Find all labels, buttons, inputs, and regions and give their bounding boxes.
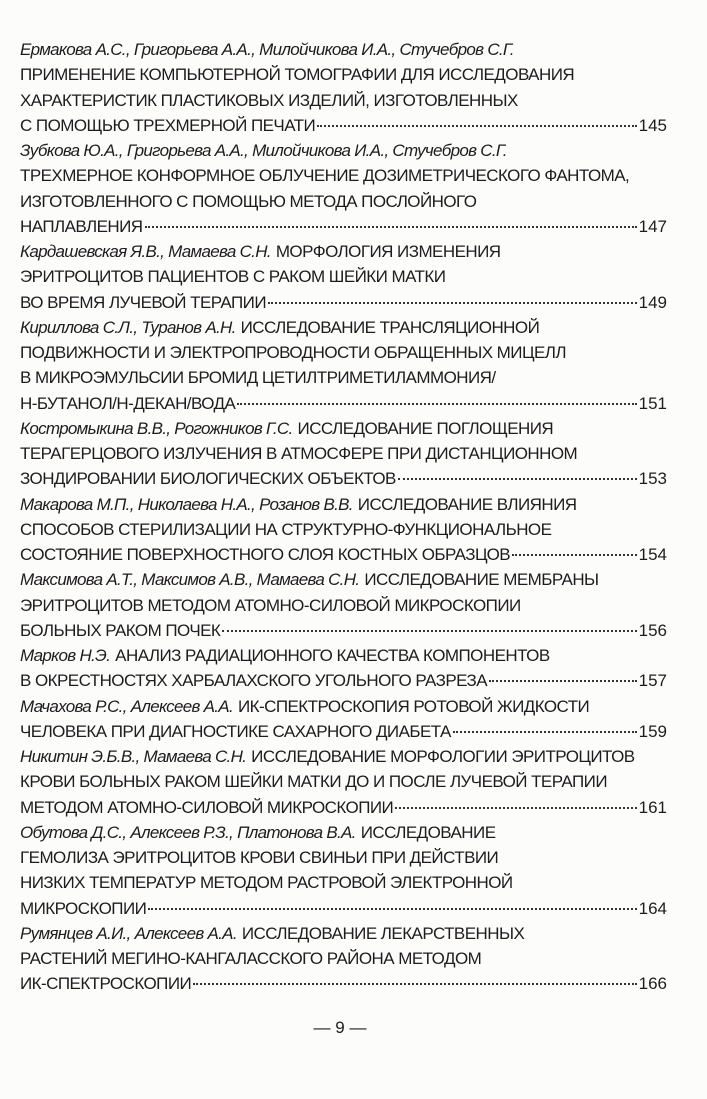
toc-line [20,189,667,214]
toc-line [20,744,667,769]
entry-page-number: 147 [638,216,667,236]
entry-title-line: ЭРИТРОЦИТОВ ПАЦИЕНТОВ С РАКОМ ШЕЙКИ МАТКИ [20,267,446,287]
entry-title-line: ТЕРАГЕРЦОВОГО ИЗЛУЧЕНИЯ В АТМОСФЕРЕ ПРИ ДИСТАНЦИОННОМ [20,444,578,463]
dot-leader [193,983,636,985]
toc-line [20,896,667,921]
entry-title-line: МЕТОДОМ АТОМНО-СИЛОВОЙ МИКРОСКОПИИ [20,797,394,817]
entry-page-number: 164 [638,898,667,918]
toc-entry[interactable] [20,37,667,138]
entry-title-line: ЭРИТРОЦИТОВ МЕТОДОМ АТОМНО-СИЛОВОЙ МИКРОСКОПИИ [20,595,521,615]
entry-page-number: 153 [638,469,667,489]
toc-line [20,946,667,971]
entry-title-line: ИССЛЕДОВАНИЕ ПОГЛОЩЕНИЯ [297,418,554,438]
toc-line [20,921,667,946]
entry-authors: Кардашевская Я.В., Мамаева С.Н. [20,242,271,261]
entry-page-number: 161 [638,797,667,817]
entry-page-number: 151 [638,393,667,413]
toc-line [20,416,667,441]
toc-line [20,88,667,113]
toc-entry[interactable] [20,138,667,239]
toc-line [20,365,667,390]
entry-title-line: ЧЕЛОВЕКА ПРИ ДИАГНОСТИКЕ САХАРНОГО ДИАБЕТА [20,721,451,741]
toc-line [20,845,667,870]
entry-title-line: В ОКРЕСТНОСТЯХ ХАРБАЛАХСКОГО УГОЛЬНОГО РАЗРЕЗА [20,671,488,691]
entry-authors: Ермакова А.С., Григорьева А.А., Милойчикова И.А., Стучебров С.Г. [20,40,514,59]
entry-title-line: ТРЕХМЕРНОЕ КОНФОРМНОЕ ОБЛУЧЕНИЕ ДОЗИМЕТРИЧЕСКОГО ФАНТОМА, [20,166,630,186]
toc-entry[interactable] [20,416,667,492]
dot-leader [512,554,637,556]
toc-entry[interactable] [20,643,667,694]
dot-leader [148,908,636,910]
toc-entry[interactable] [20,239,667,315]
toc-entry[interactable] [20,694,667,745]
dot-leader [398,478,637,480]
toc-line [20,315,667,340]
entry-title-line: СОСТОЯНИЕ ПОВЕРХНОСТНОГО СЛОЯ КОСТНЫХ ОБРАЗЦОВ [20,545,511,564]
dot-leader [453,731,637,733]
entry-authors: Мачахова Р.С., Алексеев А.А. [20,696,233,716]
page-number: — 9 — [313,1018,367,1037]
entry-title-line: НИЗКИХ ТЕМПЕРАТУР МЕТОДОМ РАСТРОВОЙ ЭЛЕКТРОННОЙ [20,873,513,893]
entry-title-line: СПОСОБОВ СТЕРИЛИЗАЦИИ НА СТРУКТУРНО-ФУНКЦИОНАЛЬНОЕ [20,519,552,539]
entry-page-number: 159 [638,721,667,741]
toc-line [20,820,667,845]
entry-title-line: ИССЛЕДОВАНИЕ ВЛИЯНИЯ [357,494,577,514]
toc-line [20,769,667,794]
entry-title-line: Н-БУТАНОЛ/Н-ДЕКАН/ВОДА [20,393,236,413]
toc-entry[interactable] [20,921,667,997]
toc-line [20,163,667,188]
entry-authors: Максимова А.Т., Максимов А.В., Мамаева С.Н. [20,570,360,590]
table-of-contents [20,37,667,997]
entry-authors: Румянцев А.И., Алексеев А.А. [20,923,237,943]
entry-authors: Марков Н.Э. [20,646,111,665]
dot-leader [268,302,637,304]
entry-page-number: 149 [638,292,667,312]
entry-title-line: ЗОНДИРОВАНИИ БИОЛОГИЧЕСКИХ ОБЪЕКТОВ [20,469,396,489]
entry-title-line: АНАЛИЗ РАДИАЦИОННОГО КАЧЕСТВА КОМПОНЕНТОВ [115,646,550,665]
entry-title-line: БОЛЬНЫХ РАКОМ ПОЧЕК [20,620,221,640]
entry-page-number: 145 [638,115,667,135]
dot-leader [395,807,636,809]
toc-entry[interactable] [20,744,667,820]
toc-line [20,870,667,895]
entry-authors: Макарова М.П., Николаева Н.А., Розанов В.В. [20,494,353,514]
toc-line [20,441,667,466]
toc-line [20,618,667,643]
toc-line [20,593,667,618]
entry-authors: Кириллова С.Л., Туранов А.Н. [20,317,236,337]
toc-entry[interactable] [20,567,667,643]
entry-title-line: МОРФОЛОГИЯ ИЗМЕНЕНИЯ [275,242,501,261]
entry-title-line: ИК-СПЕКТРОСКОПИИ [20,974,192,994]
toc-line [20,668,667,693]
dot-leader [317,125,636,127]
toc-line [20,239,667,264]
toc-line [20,264,667,289]
dot-leader [145,226,637,228]
toc-line [20,113,667,138]
toc-line [20,517,667,542]
entry-page-number: 154 [638,545,667,564]
entry-page-number: 157 [638,671,667,691]
entry-title-line: ИССЛЕДОВАНИЕ ЛЕКАРСТВЕННЫХ [241,923,525,943]
toc-line [20,391,667,416]
entry-title-line: ИК-СПЕКТРОСКОПИЯ РОТОВОЙ ЖИДКОСТИ [237,696,590,716]
toc-line [20,466,667,491]
entry-title-line: В МИКРОЭМУЛЬСИИ БРОМИД ЦЕТИЛТРИМЕТИЛАММОНИЯ/ [20,368,496,388]
entry-title-line: ПРИМЕНЕНИЕ КОМПЬЮТЕРНОЙ ТОМОГРАФИИ ДЛЯ ИССЛЕДОВАНИЯ [20,65,575,85]
entry-title-line: ИССЛЕДОВАНИЕ [360,822,496,842]
toc-entry[interactable] [20,820,667,921]
entry-page-number: 166 [638,974,667,994]
entry-page-number: 156 [638,620,667,640]
toc-entry[interactable] [20,492,667,568]
entry-title-line: КРОВИ БОЛЬНЫХ РАКОМ ШЕЙКИ МАТКИ ДО И ПОСЛЕ ЛУЧЕВОЙ ТЕРАПИИ [20,772,607,792]
entry-authors: Обутова Д.С., Алексеев Р.З., Платонова В.А. [20,822,356,842]
entry-title-line: ИССЛЕДОВАНИЕ МОРФОЛОГИИ ЭРИТРОЦИТОВ [251,747,635,766]
toc-line [20,643,667,668]
toc-line [20,214,667,239]
entry-authors: Никитин Э.Б.В., Мамаева С.Н. [20,747,247,766]
entry-title-line: РАСТЕНИЙ МЕГИНО-КАНГАЛАССКОГО РАЙОНА МЕТОДОМ [20,949,482,968]
toc-line [20,567,667,592]
dot-leader [237,403,636,405]
toc-line [20,340,667,365]
toc-line [20,971,667,996]
entry-title-line: ИЗГОТОВЛЕННОГО С ПОМОЩЬЮ МЕТОДА ПОСЛОЙНОГО [20,191,477,211]
toc-line [20,719,667,744]
entry-title-line: ИССЛЕДОВАНИЕ МЕМБРАНЫ [364,570,599,590]
entry-title-line: ГЕМОЛИЗА ЭРИТРОЦИТОВ КРОВИ СВИНЬИ ПРИ ДЕЙСТВИИ [20,848,499,867]
toc-line [20,37,667,62]
toc-line [20,694,667,719]
dot-leader [489,680,637,682]
toc-line [20,290,667,315]
entry-title-line: ВО ВРЕМЯ ЛУЧЕВОЙ ТЕРАПИИ [20,292,266,312]
dot-leader [222,630,636,632]
toc-line [20,542,667,567]
entry-title-line: МИКРОСКОПИИ [20,898,147,918]
entry-title-line: ИССЛЕДОВАНИЕ ТРАНСЛЯЦИОННОЙ [240,317,540,337]
entry-authors: Зубкова Ю.А., Григорьева А.А., Милойчикова И.А., Стучебров С.Г. [20,141,507,160]
entry-authors: Костромыкина В.В., Рогожников Г.С. [20,418,293,438]
toc-line [20,492,667,517]
toc-line [20,138,667,163]
toc-line [20,795,667,820]
toc-entry[interactable] [20,315,667,416]
entry-title-line: НАПЛАВЛЕНИЯ [20,216,143,236]
entry-title-line: ПОДВИЖНОСТИ И ЭЛЕКТРОПРОВОДНОСТИ ОБРАЩЕННЫХ МИЦЕЛЛ [20,343,566,362]
entry-title-line: С ПОМОЩЬЮ ТРЕХМЕРНОЙ ПЕЧАТИ [20,115,316,135]
toc-line [20,62,667,87]
entry-title-line: ХАРАКТЕРИСТИК ПЛАСТИКОВЫХ ИЗДЕЛИЙ, ИЗГОТОВЛЕННЫХ [20,90,518,110]
